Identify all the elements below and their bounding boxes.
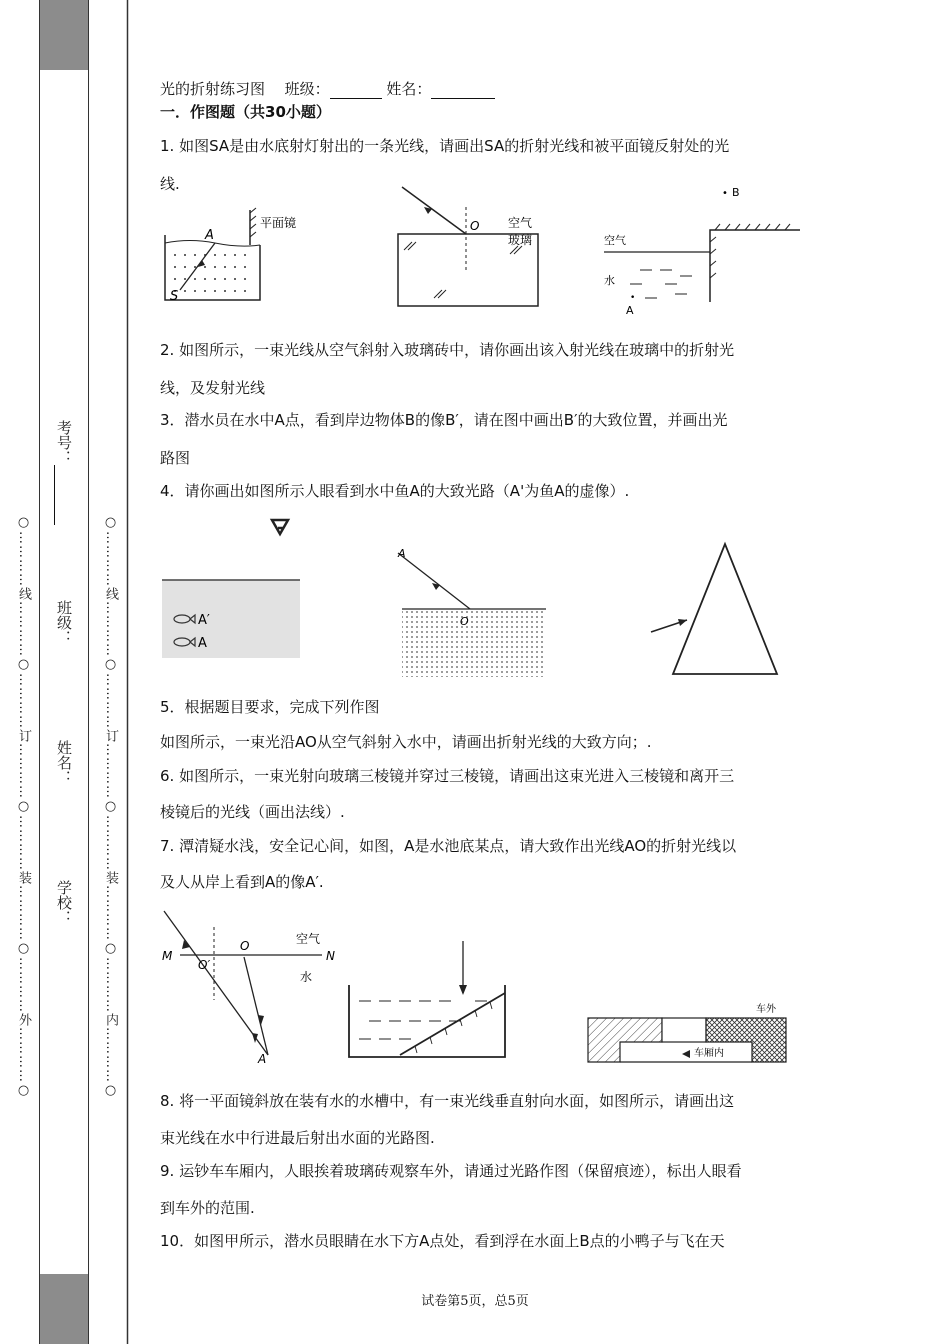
question-3-line1: 3．潜水员在水中A点，看到岸边物体B的像B′，请在图中画出B′的大致位置，并画出光 bbox=[160, 411, 728, 429]
outer-cut-line: ○…………线…………○…………订…………○…………装…………○…………外…………○ bbox=[16, 515, 31, 1099]
question-7-line2: 及人从岸上看到A的像A′. bbox=[160, 873, 324, 891]
binding-margin bbox=[0, 0, 130, 1344]
svg-text:车厢内: 车厢内 bbox=[694, 1048, 724, 1059]
eye-icon bbox=[682, 1050, 690, 1058]
school-field[interactable]: 学校： bbox=[55, 880, 73, 925]
svg-text:M: M bbox=[162, 949, 173, 963]
svg-text:•: • bbox=[722, 188, 728, 199]
circle-mark: ○ bbox=[16, 515, 31, 531]
question-9-line1: 9. 运钞车车厢内，人眼挨着玻璃砖观察车外，请通过光路作图（保留痕迹），标出人眼看 bbox=[160, 1162, 742, 1180]
question-6-line1: 6. 如图所示，一束光射向玻璃三棱镜并穿过三棱镜，请画出这束光进入三棱镜和离开三 bbox=[160, 767, 735, 785]
outer-char-wai: 外 bbox=[16, 1013, 31, 1027]
svg-text:A: A bbox=[626, 304, 634, 317]
svg-text:B: B bbox=[732, 186, 740, 199]
class-blank[interactable] bbox=[330, 82, 382, 99]
question-2-line2: 线，及发射光线 bbox=[160, 379, 266, 397]
svg-text:空气: 空气 bbox=[604, 234, 626, 247]
svg-text:水: 水 bbox=[300, 970, 313, 984]
gray-block-bottom bbox=[40, 1274, 88, 1344]
svg-text:S: S bbox=[170, 289, 179, 304]
svg-text:•: • bbox=[630, 293, 636, 303]
question-10-line1: 10．如图甲所示，潜水员眼睛在水下方A点处，看到浮在水面上B点的小鸭子与飞在天 bbox=[160, 1232, 725, 1250]
svg-text:平面镜: 平面镜 bbox=[260, 216, 297, 230]
question-1-line2: 线. bbox=[160, 175, 180, 193]
question-1-line1: 1. 如图SA是由水底射灯射出的一条光线，请画出SA的折射光线和被平面镜反射处的光 bbox=[160, 137, 730, 155]
svg-text:车外: 车外 bbox=[756, 1004, 776, 1015]
figure-q2-glass-block bbox=[390, 182, 560, 312]
svg-text:空气: 空气 bbox=[296, 932, 321, 946]
figure-q8-tank-mirror bbox=[345, 935, 520, 1065]
question-5-line1: 5．根据题目要求，完成下列作图 bbox=[160, 698, 380, 716]
name-label: 姓名： bbox=[386, 80, 432, 98]
svg-text:O: O bbox=[240, 939, 250, 953]
inner-cut-line: ○…………线…………○…………订…………○…………装…………○…………内…………○ bbox=[103, 515, 118, 1099]
question-4: 4．请你画出如图所示人眼看到水中鱼A的大致光路（A'为鱼A的虚像）. bbox=[160, 482, 630, 500]
svg-text:A: A bbox=[398, 547, 406, 560]
svg-text:O′: O′ bbox=[198, 958, 211, 972]
gray-block-top bbox=[40, 0, 88, 70]
question-8-line2: 束光线在水中行进最后射出水面的光路图. bbox=[160, 1129, 435, 1147]
question-7-line1: 7. 潭清疑水浅，安全记心间，如图，A是水池底某点，请大致作出光线AO的折射光线以 bbox=[160, 837, 737, 855]
svg-text:水: 水 bbox=[604, 274, 615, 287]
exam-no-field[interactable]: 考号： bbox=[54, 420, 75, 525]
svg-text:O: O bbox=[460, 615, 469, 628]
inner-char-nei: 内 bbox=[103, 1013, 118, 1027]
figure-q6-prism bbox=[645, 540, 795, 680]
figure-q4-fish bbox=[160, 512, 305, 662]
svg-text:空气: 空气 bbox=[508, 216, 533, 230]
section-title: 一．作图题（共30小题） bbox=[160, 103, 331, 121]
outer-char-ding: 订 bbox=[16, 729, 31, 743]
svg-text:A′: A′ bbox=[198, 613, 210, 628]
question-8-line1: 8. 将一平面镜斜放在装有水的水槽中，有一束光线垂直射向水面，如图所示，请画出这 bbox=[160, 1092, 735, 1110]
figure-q9-armored-car bbox=[582, 1000, 792, 1070]
class-label: 班级： bbox=[284, 80, 330, 98]
page-footer: 试卷第5页，总5页 bbox=[421, 1294, 529, 1309]
svg-text:N: N bbox=[326, 949, 335, 963]
page-title: 光的折射练习图 bbox=[160, 80, 266, 98]
question-3-line2: 路图 bbox=[160, 449, 191, 467]
figure-q3-shore bbox=[600, 182, 800, 322]
name-blank[interactable] bbox=[431, 82, 495, 99]
class-field[interactable]: 班级： bbox=[55, 600, 73, 645]
svg-text:A: A bbox=[258, 1052, 267, 1065]
outer-char-zhuang: 装 bbox=[16, 871, 31, 885]
question-2-line1: 2. 如图所示，一束光线从空气斜射入玻璃砖中，请你画出该入射光线在玻璃中的折射光 bbox=[160, 341, 735, 359]
svg-text:玻璃: 玻璃 bbox=[508, 233, 533, 247]
svg-text:A: A bbox=[205, 228, 214, 243]
inner-char-zhuang: 装 bbox=[103, 871, 118, 885]
figure-q1-water-mirror bbox=[160, 205, 310, 305]
question-9-line2: 到车外的范围. bbox=[160, 1199, 255, 1217]
name-field[interactable]: 姓名： bbox=[55, 740, 73, 785]
question-6-line2: 棱镜后的光线（画出法线）. bbox=[160, 803, 345, 821]
figure-q7-pool bbox=[160, 905, 345, 1065]
outer-char-line: 线 bbox=[16, 587, 31, 601]
question-5-line2: 如图所示，一束光沿AO从空气斜射入水中，请画出折射光线的大致方向；. bbox=[160, 733, 652, 751]
svg-text:A: A bbox=[198, 636, 207, 651]
eye-icon bbox=[272, 520, 288, 534]
svg-text:O: O bbox=[470, 219, 480, 233]
inner-char-ding: 订 bbox=[103, 729, 118, 743]
figure-q5-water-surface bbox=[390, 545, 550, 680]
inner-char-line: 线 bbox=[103, 587, 118, 601]
page-header bbox=[160, 79, 495, 99]
